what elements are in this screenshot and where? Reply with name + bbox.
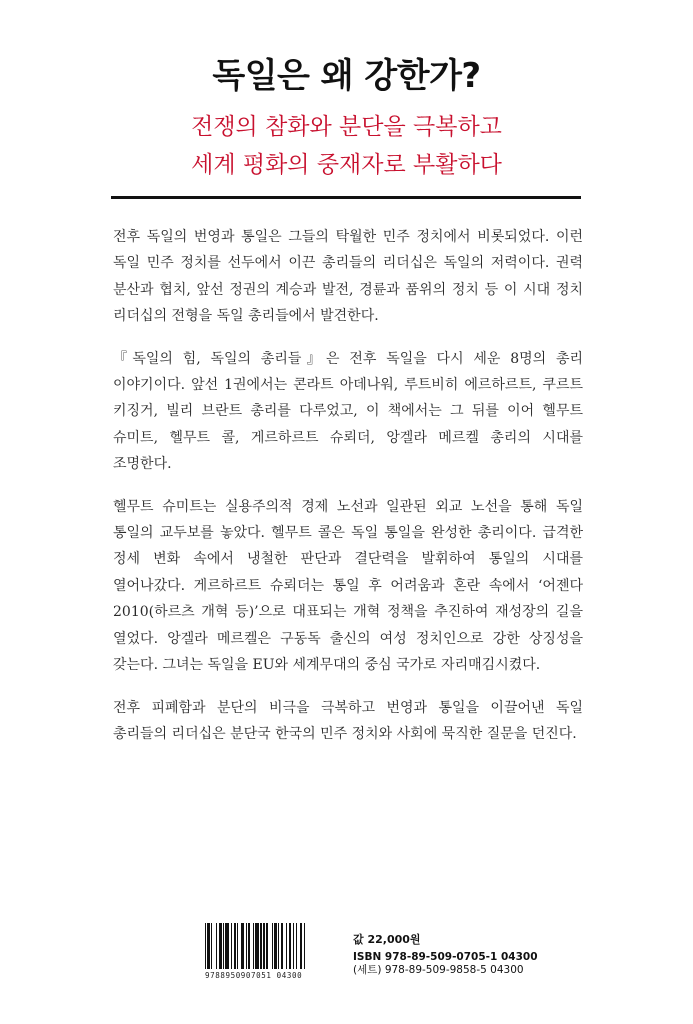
- paragraph-2: 『독일의 힘, 독일의 총리들』은 전후 독일을 다시 세운 8명의 총리 이야기이다. 앞선 1권에서는 콘라트 아데나워, 루트비히 에르하르트, 쿠르트 키징거, 빌리 브란트 총리를 다루었고, 이 책에서는 그 뒤를 이어 헬무트 슈미트, 헬무트 콜, 게르하르트 슈뢰더, 앙겔라 메르켈 총리의 시대를 조명한다.: [113, 350, 583, 473]
- subtitle-line-1: 전쟁의 참화와 분단을 극복하고: [191, 114, 502, 140]
- blurb-text: [113, 224, 583, 763]
- barcode-digits: 9788950907051 04300: [205, 971, 303, 980]
- set-isbn-line: (세트) 978-89-509-9858-5 04300: [353, 964, 524, 976]
- subtitle: [0, 108, 693, 184]
- price-label: 값 22,000원: [353, 933, 421, 946]
- divider-rule: [111, 196, 581, 199]
- subtitle-line-2: 세계 평화의 중재자로 부활하다: [191, 152, 502, 178]
- paragraph-3: 헬무트 슈미트는 실용주의적 경제 노선과 일관된 외교 노선을 통해 독일 통일의 교두보를 놓았다. 헬무트 콜은 독일 통일을 완성한 총리이다. 급격한 정세 변화 속에서 냉철한 판단과 결단력을 발휘하여 통일의 시대를 열어나갔다. 게르하르트 슈뢰더는 통일 후 어려움과 혼란 속에서 ‘어젠다 2010(하르츠 개혁 등)’으로 대표되는 개혁 정책을 추진하여 재성장의 길을 열었다. 앙겔라 메르켈은 구동독 출신의 여성 정치인으로 강한 상징성을 갖는다. 그녀는 독일을 EU와 세계무대의 중심 국가로 자리매김시켰다.: [113, 498, 583, 674]
- barcode-bars: [205, 923, 340, 969]
- barcode: [205, 923, 340, 981]
- isbn-line: ISBN 978-89-509-0705-1 04300: [353, 950, 538, 963]
- barcode-bar: [305, 923, 306, 969]
- paragraph-4: 전후 피폐함과 분단의 비극을 극복하고 번영과 통일을 이끌어낸 독일 총리들의 리더십은 분단국 한국의 민주 정치와 사회에 묵직한 질문을 던진다.: [113, 699, 583, 742]
- paragraph-1: 전후 독일의 번영과 통일은 그들의 탁월한 민주 정치에서 비롯되었다. 이런 독일 민주 정치를 선두에서 이끈 총리들의 리더십은 독일의 저력이다. 권력 분산과 협치, 앞선 정권의 계승과 발전, 경륜과 품위의 정치 등 이 시대 정치 리더십의 전형을 독일 총리들에서 발견한다.: [113, 229, 583, 325]
- colophon: [353, 933, 538, 978]
- book-title: 독일은 왜 강한가?: [212, 56, 481, 96]
